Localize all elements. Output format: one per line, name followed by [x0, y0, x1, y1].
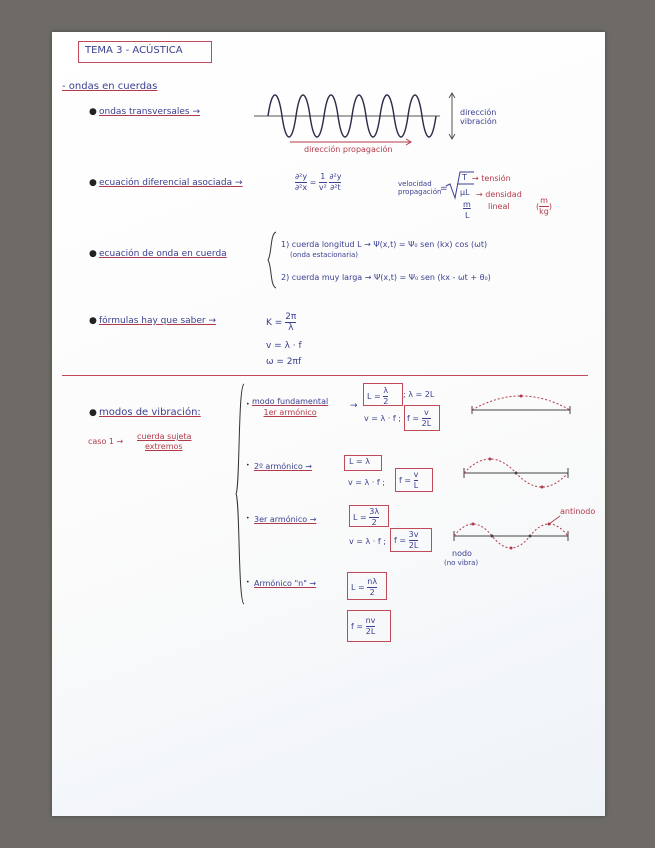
fundamental-v: v = λ · f ;: [364, 414, 401, 423]
m-symbol: m: [463, 200, 471, 209]
t2-num: 3v: [408, 530, 419, 539]
fundamental-line2: 1er armónico: [263, 408, 317, 417]
case-line2: extremos: [145, 442, 183, 451]
tension-symbol: T: [462, 173, 467, 182]
k-lhs: K =: [266, 318, 283, 328]
bullet-icon: •: [246, 401, 250, 408]
wave-equation: [295, 172, 341, 193]
n1-num: nλ: [367, 577, 378, 586]
second-v: v = λ · f ;: [348, 478, 385, 487]
nth-box2-text: [351, 616, 375, 637]
nodo-label: nodo: [452, 549, 472, 558]
lhs-denominator: ∂²x: [295, 183, 308, 192]
equals: =: [309, 178, 317, 187]
ecuacion-diferencial-label: ecuación diferencial asociada →: [99, 178, 243, 188]
nth-harmonic-label: Armónico "n" →: [254, 579, 317, 588]
velocidad-line2: propagación: [398, 188, 442, 196]
f1-num: λ: [383, 386, 389, 395]
case-description: [137, 432, 191, 452]
s2-lhs: f =: [399, 476, 412, 485]
case1-subtext: (onda estacionaria): [290, 251, 359, 259]
rhs-numerator: ∂²y: [329, 172, 342, 181]
formulas-label: fórmulas hay que saber →: [99, 316, 217, 326]
third-v: v = λ · f ;: [349, 537, 386, 546]
s2-num: v: [413, 470, 419, 479]
v-formula: v = λ · f: [266, 341, 302, 351]
antinodo-label: antinodo: [560, 507, 596, 516]
unit-denominator: kg: [539, 207, 549, 216]
f1-den: 2: [383, 397, 389, 406]
n1-lhs: L =: [351, 583, 365, 592]
c-denominator: v²: [318, 183, 327, 192]
n2-num: nv: [365, 616, 376, 625]
s2-den: L: [413, 481, 419, 490]
fundamental-box1-text: [367, 386, 388, 407]
case2-text: 2) cuerda muy larga → Ψ(x,t) = Ψ₀ sen (kx - ωt + θ₀): [281, 273, 491, 282]
case-prefix: caso 1 →: [88, 437, 124, 446]
second-box2-text: [399, 470, 418, 491]
third-mode-figure: [452, 512, 577, 552]
modos-label: modos de vibración:: [99, 407, 201, 418]
vel-equals: =: [440, 184, 448, 194]
second-box1-text: L = λ: [349, 457, 370, 466]
t2-lhs: f =: [394, 536, 407, 545]
transversales-label: ondas transversales →: [99, 107, 201, 117]
bullet-icon: ●: [89, 107, 97, 117]
t1-den: 2: [369, 517, 379, 528]
bullet-icon: •: [246, 515, 250, 522]
l-symbol: L: [465, 211, 470, 220]
section-heading-ondas: - ondas en cuerdas: [62, 81, 158, 92]
fundamental-arrow: →: [350, 401, 358, 411]
third-harmonic-label: 3er armónico →: [254, 515, 317, 524]
case1-text: 1) cuerda longitud L → Ψ(x,t) = Ψ₀ sen (kx) cos (ωt): [281, 240, 488, 249]
velocidad-label: [398, 180, 441, 196]
transverse-wave-figure: [250, 88, 470, 148]
vibracion-line2: vibración: [460, 117, 497, 126]
velocidad-line1: velocidad: [398, 180, 432, 188]
bullet-icon: ●: [89, 178, 97, 188]
k-denominator: λ: [285, 322, 296, 333]
lineal-label: lineal: [488, 202, 510, 211]
nodo-sublabel: (no vibra): [444, 559, 479, 567]
fundamental-box2-text: [407, 408, 431, 429]
tension-label: → tensión: [472, 174, 511, 183]
modes-brace: [236, 384, 246, 604]
third-box2-text: [394, 530, 418, 551]
bullet-icon: ●: [89, 316, 97, 326]
second-harmonic-label: 2º armónico →: [254, 462, 312, 471]
n1-den: 2: [367, 587, 377, 598]
direccion-propagacion-label: dirección propagación: [304, 145, 393, 154]
fundamental-line1: modo fundamental: [252, 397, 329, 406]
vibracion-line1: dirección: [460, 108, 497, 117]
case-line1: cuerda sujeta: [137, 432, 192, 441]
n2-den: 2L: [365, 627, 376, 636]
t2-den: 2L: [408, 541, 419, 550]
n2-lhs: f =: [351, 622, 364, 631]
f2-lhs: f =: [407, 414, 420, 423]
t1-lhs: L =: [353, 513, 367, 522]
t1-num: 3λ: [369, 507, 380, 516]
nth-box1-text: [351, 577, 377, 598]
page-title: TEMA 3 - ACÚSTICA: [85, 45, 183, 56]
direccion-vibracion-label: [460, 108, 497, 126]
f1-lhs: L =: [367, 392, 381, 401]
lhs-numerator: ∂²y: [295, 172, 308, 181]
fundamental-relation: ; λ = 2L: [403, 390, 435, 399]
densidad-label: → densidad: [476, 190, 522, 199]
unit-fraction: ( $\frac{m}{kg}$ ): [536, 196, 552, 216]
fundamental-mode-figure: [470, 388, 575, 418]
ecuacion-onda-label: ecuación de onda en cuerda: [99, 249, 227, 259]
f2-num: v: [424, 408, 429, 417]
k-numerator: 2π: [285, 312, 297, 322]
k-formula: [266, 312, 296, 333]
bullet-icon: •: [246, 579, 250, 586]
rhs-denominator: ∂²t: [330, 183, 341, 192]
bullet-icon: ●: [89, 408, 97, 418]
section-divider: [62, 375, 588, 376]
bullet-icon: •: [246, 462, 250, 469]
unit-numerator: m: [540, 196, 548, 205]
bullet-icon: ●: [89, 249, 97, 259]
third-box1-text: [353, 507, 379, 528]
fundamental-label: [252, 396, 328, 418]
f2-den: 2L: [421, 419, 432, 428]
w-formula: ω = 2πf: [266, 357, 302, 367]
second-mode-figure: [462, 452, 572, 494]
c-numerator: 1: [320, 172, 326, 181]
mu-symbol: μL: [460, 188, 470, 197]
brace-icon: [268, 232, 278, 288]
